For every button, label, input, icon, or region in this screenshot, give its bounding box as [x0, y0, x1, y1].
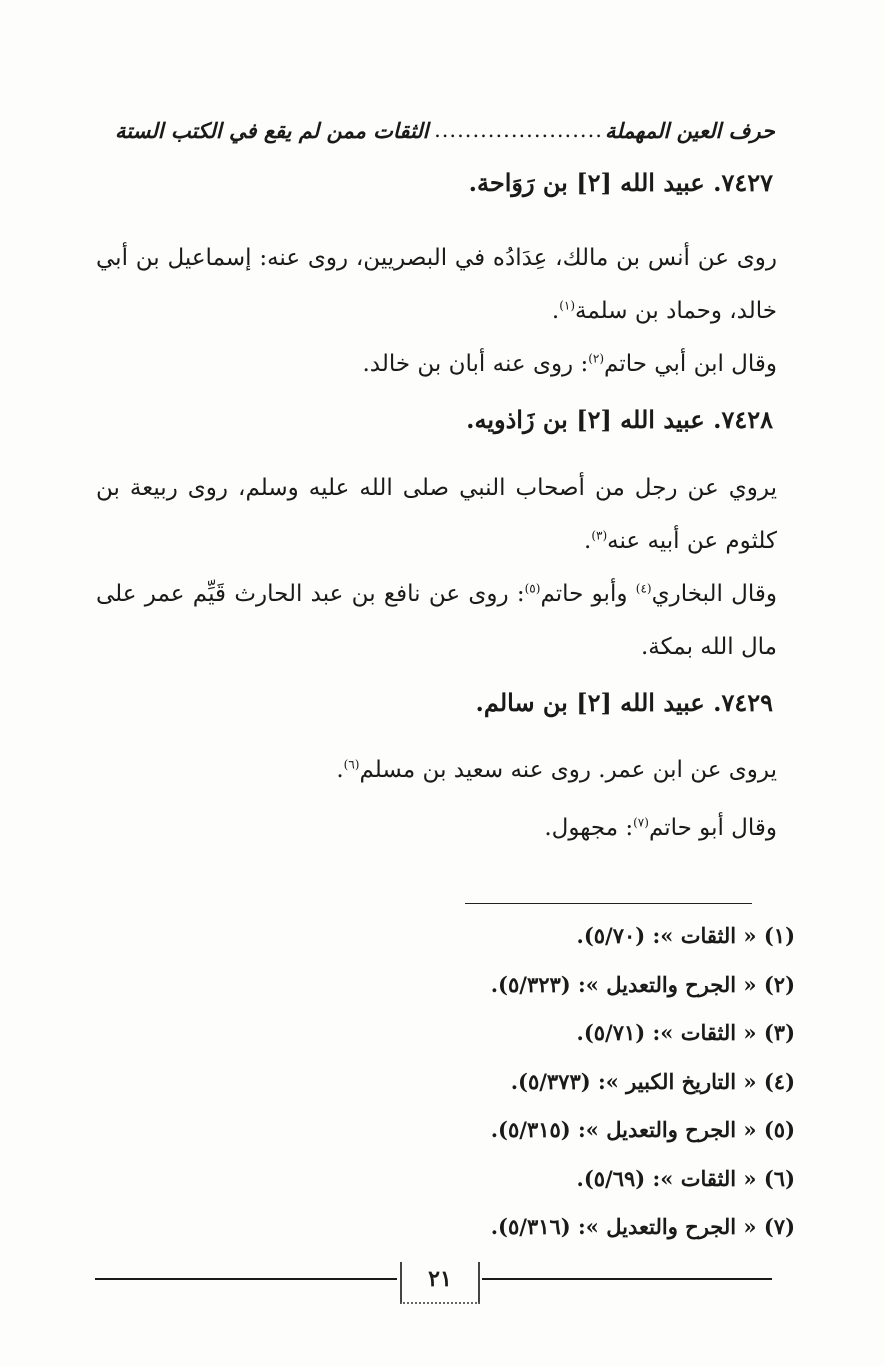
entry-heading-7427: ٧٤٢٧. عبيد الله [٢] بن رَوَاحة. — [468, 168, 773, 197]
footnote-marker: (٦) — [343, 757, 360, 772]
paragraph-text: : روى عن نافع بن عبد الحارث قَيِّم عمر على مال الله بمكة. — [96, 581, 777, 660]
footnote-marker: (٤) — [635, 581, 652, 596]
paragraph-end: : مجهول. — [544, 815, 634, 841]
paragraph-end: : روى عنه أبان بن خالد. — [362, 351, 589, 377]
paragraph-text: وقال ابن أبي حاتم — [604, 351, 777, 377]
footer-rule-left — [95, 1278, 397, 1280]
paragraph-text: وقال البخاري — [651, 581, 777, 607]
footnote-2: (٢) « الجرح والتعديل »: (٥/٣٢٣). — [490, 971, 795, 997]
footnote-separator — [465, 903, 752, 904]
footnote-marker: (١) — [559, 298, 576, 313]
entry-heading-7429: ٧٤٢٩. عبيد الله [٢] بن سالم. — [475, 688, 773, 717]
footnote-marker: (٥) — [524, 581, 541, 596]
entry-7428-paragraph-2 — [96, 568, 777, 674]
footnote-7: (٧) « الجرح والتعديل »: (٥/٣١٦). — [490, 1214, 795, 1239]
paragraph-text: روى عن أنس بن مالك، عِدَادُه في البصريين، روى عنه: إسماعيل بن أبي خالد، وحماد بن سلمة — [96, 245, 777, 324]
paragraph-end: . — [551, 298, 560, 324]
footnote-marker: (٧) — [633, 815, 649, 830]
paragraph-text: وقال أبو حاتم — [648, 815, 777, 841]
paragraph-text: وأبو حاتم — [540, 581, 636, 607]
footnote-4: (٤) « التاريخ الكبير »: (٥/٣٧٣). — [510, 1068, 795, 1094]
footnote-marker: (٣) — [591, 528, 608, 543]
header-leader-dots: ...................... — [434, 118, 603, 142]
paragraph-end: . — [336, 757, 344, 783]
footnote-6: (٦) « الثقات »: (٥/٦٩). — [576, 1165, 795, 1191]
paragraph-text: يروي عن رجل من أصحاب النبي صلى الله عليه وسلم، روى ربيعة بن كلثوم عن أبيه عنه — [96, 475, 777, 554]
footnote-1: (١) « الثقات »: (٥/٧٠). — [576, 923, 795, 948]
header-chapter: حرف العين المهملة — [604, 117, 775, 143]
footer-rule-right — [482, 1278, 772, 1280]
entry-7427-paragraph-1 — [96, 232, 777, 338]
entry-7428-paragraph-1 — [96, 462, 777, 568]
running-header — [115, 112, 775, 148]
entry-heading-7428: ٧٤٢٨. عبيد الله [٢] بن زَاذويه. — [466, 405, 773, 434]
entry-7429-paragraph-1 — [336, 744, 777, 797]
header-book-title: الثقات ممن لم يقع في الكتب الستة — [115, 117, 429, 143]
paragraph-text: يروى عن ابن عمر. روى عنه سعيد بن مسلم — [359, 757, 777, 783]
page-number: ٢١ — [400, 1262, 480, 1304]
paragraph-end: . — [584, 528, 592, 554]
entry-7429-paragraph-2 — [544, 802, 777, 855]
footnote-5: (٥) « الجرح والتعديل »: (٥/٣١٥). — [490, 1117, 795, 1142]
footnote-marker: (٢) — [588, 351, 605, 366]
entry-7427-paragraph-2 — [362, 338, 777, 391]
footnote-3: (٣) « الثقات »: (٥/٧١). — [576, 1020, 795, 1045]
footnotes-list — [491, 916, 795, 1256]
